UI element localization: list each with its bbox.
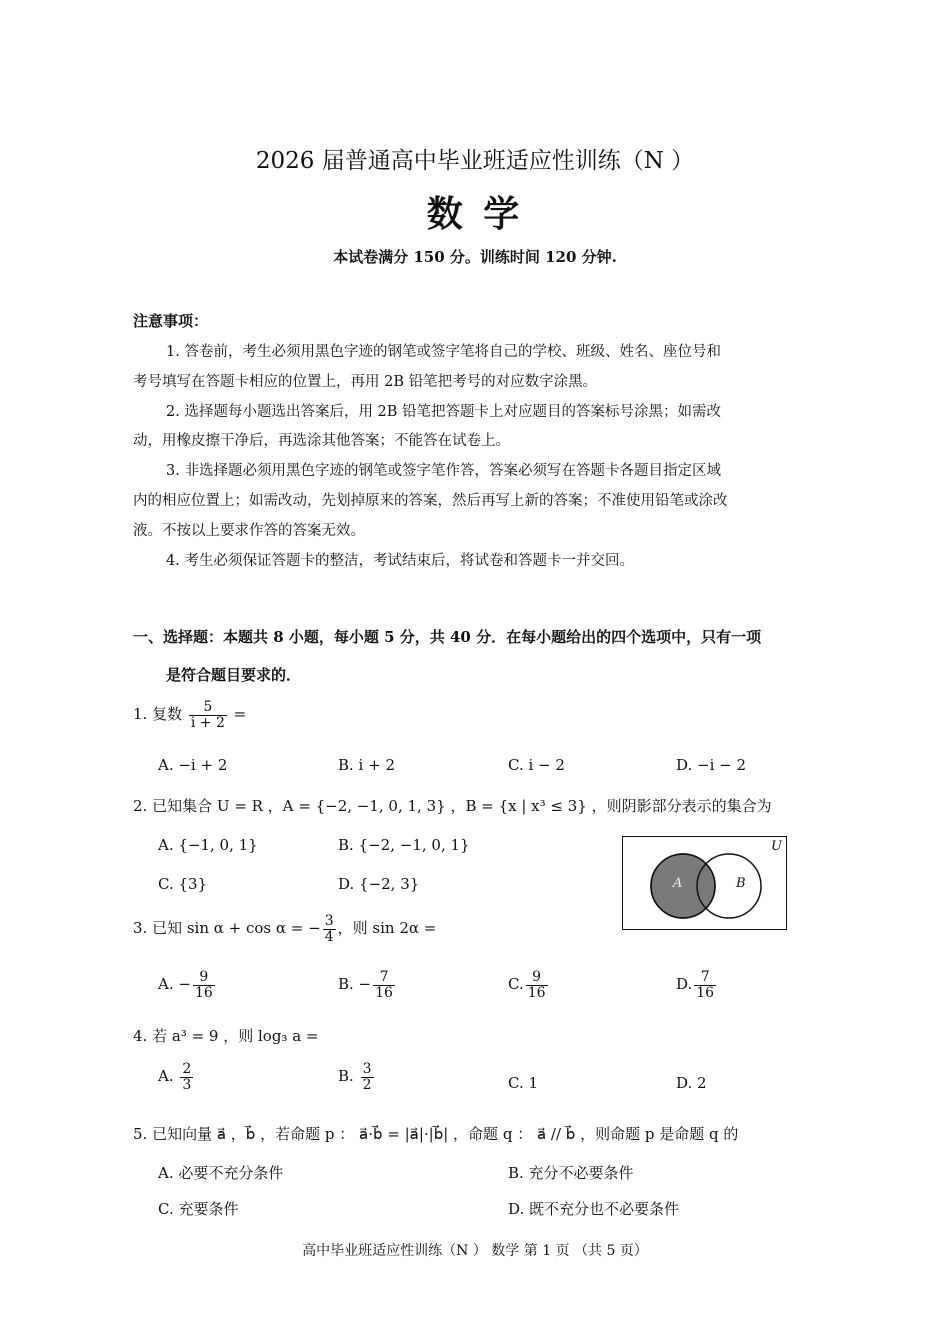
q4-b-den: 2 [362, 1076, 372, 1093]
q4-option-d: D. 2 [676, 1074, 707, 1092]
note-line: 1. 答卷前，考生必须用黑色字迹的钢笔或签字笔将自己的学校、班级、姓名、座位号和 [166, 344, 721, 360]
notes-heading: 注意事项： [133, 312, 209, 330]
q1-option-d: D. −i − 2 [676, 756, 747, 774]
q4-a-label: A. [158, 1067, 174, 1086]
q5-option-b: B. 充分不必要条件 [508, 1164, 634, 1182]
venn-label-b: B [736, 876, 746, 891]
venn-label-a: A [673, 876, 683, 891]
page-footer: 高中毕业班适应性训练（N ） 数学 第 1 页 （共 5 页） [302, 1243, 648, 1259]
q3-c-label: C. [508, 975, 524, 994]
q4-b-fraction [361, 1062, 374, 1092]
q4-option-b [338, 1062, 376, 1092]
q4-b-label: B. [338, 1067, 354, 1086]
q3-fraction [323, 914, 336, 944]
question-2: 2. 已知集合 U = R ，A = {−2, −1, 0, 1, 3} ，B = {x | x³ ≤ 3} ，则阴影部分表示的集合为 [133, 797, 772, 815]
q2-option-a: A. {−1, 0, 1} [158, 836, 258, 854]
q4-option-c: C. 1 [508, 1074, 539, 1092]
exam-info: 本试卷满分 150 分。训练时间 120 分钟. [333, 248, 617, 266]
note-line: 考号填写在答题卡相应的位置上，再用 2B 铅笔把考号的对应数字涂黑。 [133, 374, 598, 390]
q3-suffix: ，则 sin 2α = [337, 919, 437, 938]
q5-option-c: C. 充要条件 [158, 1200, 239, 1218]
q4-option-a [158, 1062, 195, 1092]
q3-b-fraction [373, 970, 395, 1000]
q5-option-a: A. 必要不充分条件 [158, 1164, 284, 1182]
q3-a-fraction [193, 970, 215, 1000]
q1-prefix: 1. 复数 [133, 705, 183, 724]
q3-d-fraction [694, 970, 716, 1000]
note-line: 动，用橡皮擦干净后，再选涂其他答案；不能答在试卷上。 [133, 433, 510, 449]
q3-c-den: 16 [527, 984, 546, 1001]
section-heading-cont: 是符合题目要求的． [166, 666, 302, 684]
q3-a-den: 16 [194, 984, 213, 1001]
q3-option-d [676, 970, 718, 1000]
question-5: 5. 已知向量 a⃗ ，b⃗ ，若命题 p ： a⃗·b⃗ = |a⃗|·|b⃗| ，命题 q ： a⃗ // b⃗ ，则命题 p 是命题 q 的 [133, 1125, 739, 1143]
q4-b-num: 3 [362, 1061, 372, 1077]
q4-a-num: 2 [182, 1061, 192, 1077]
note-line: 内的相应位置上；如需改动，先划掉原来的答案，然后再写上新的答案；不准使用铅笔或涂改 [133, 493, 728, 509]
venn-svg [623, 837, 785, 928]
q2-option-c: C. {3} [158, 875, 208, 893]
q4-a-den: 3 [182, 1076, 192, 1093]
q3-prefix: 3. 已知 sin α + cos α = − [133, 919, 321, 938]
subject-title: 数 学 [426, 193, 524, 235]
venn-label-u: U [771, 839, 782, 854]
q5-option-d: D. 既不充分也不必要条件 [508, 1200, 680, 1218]
q1-suffix: = [233, 705, 247, 724]
q3-option-a [158, 970, 217, 1000]
q3-b-label: B. − [338, 975, 372, 994]
q3-num: 3 [324, 913, 334, 929]
q1-den: i + 2 [190, 714, 225, 731]
q3-c-fraction [526, 970, 548, 1000]
q1-num: 5 [189, 700, 227, 716]
q3-c-num: 9 [526, 970, 548, 986]
section-heading: 一、选择题：本题共 8 小题，每小题 5 分，共 40 分．在每小题给出的四个选项中，只有一项 [133, 628, 762, 646]
q3-a-label: A. − [158, 975, 191, 994]
q2-option-b: B. {−2, −1, 0, 1} [338, 836, 470, 854]
exam-title: 2026 届普通高中毕业班适应性训练（N ） [255, 148, 695, 174]
q1-fraction [189, 700, 227, 730]
question-1 [133, 700, 246, 730]
q1-option-c: C. i − 2 [508, 756, 565, 774]
q3-b-num: 7 [373, 970, 395, 986]
question-3 [133, 914, 436, 944]
q1-option-b: B. i + 2 [338, 756, 396, 774]
q3-den: 4 [324, 928, 334, 945]
q3-b-den: 16 [375, 984, 393, 1001]
q4-a-fraction [180, 1062, 193, 1092]
venn-diagram [622, 836, 787, 930]
q3-a-num: 9 [193, 970, 215, 986]
note-line: 3. 非选择题必须用黑色字迹的钢笔或签字笔作答，答案必须写在答题卡各题目指定区域 [166, 463, 721, 479]
q3-d-label: D. [676, 975, 693, 994]
q1-option-a: A. −i + 2 [158, 756, 228, 774]
question-4: 4. 若 a³ = 9 ，则 log₃ a = [133, 1027, 319, 1045]
q3-option-b [338, 970, 397, 1000]
q2-option-d: D. {−2, 3} [338, 875, 420, 893]
note-line: 液。不按以上要求作答的答案无效。 [133, 523, 365, 539]
q3-option-c [508, 970, 550, 1000]
note-line: 2. 选择题每小题选出答案后，用 2B 铅笔把答题卡上对应题目的答案标号涂黑；如需改 [166, 404, 722, 420]
q3-d-den: 16 [696, 984, 715, 1001]
note-line: 4. 考生必须保证答题卡的整洁，考试结束后，将试卷和答题卡一并交回。 [166, 553, 634, 569]
q3-d-num: 7 [694, 970, 716, 986]
